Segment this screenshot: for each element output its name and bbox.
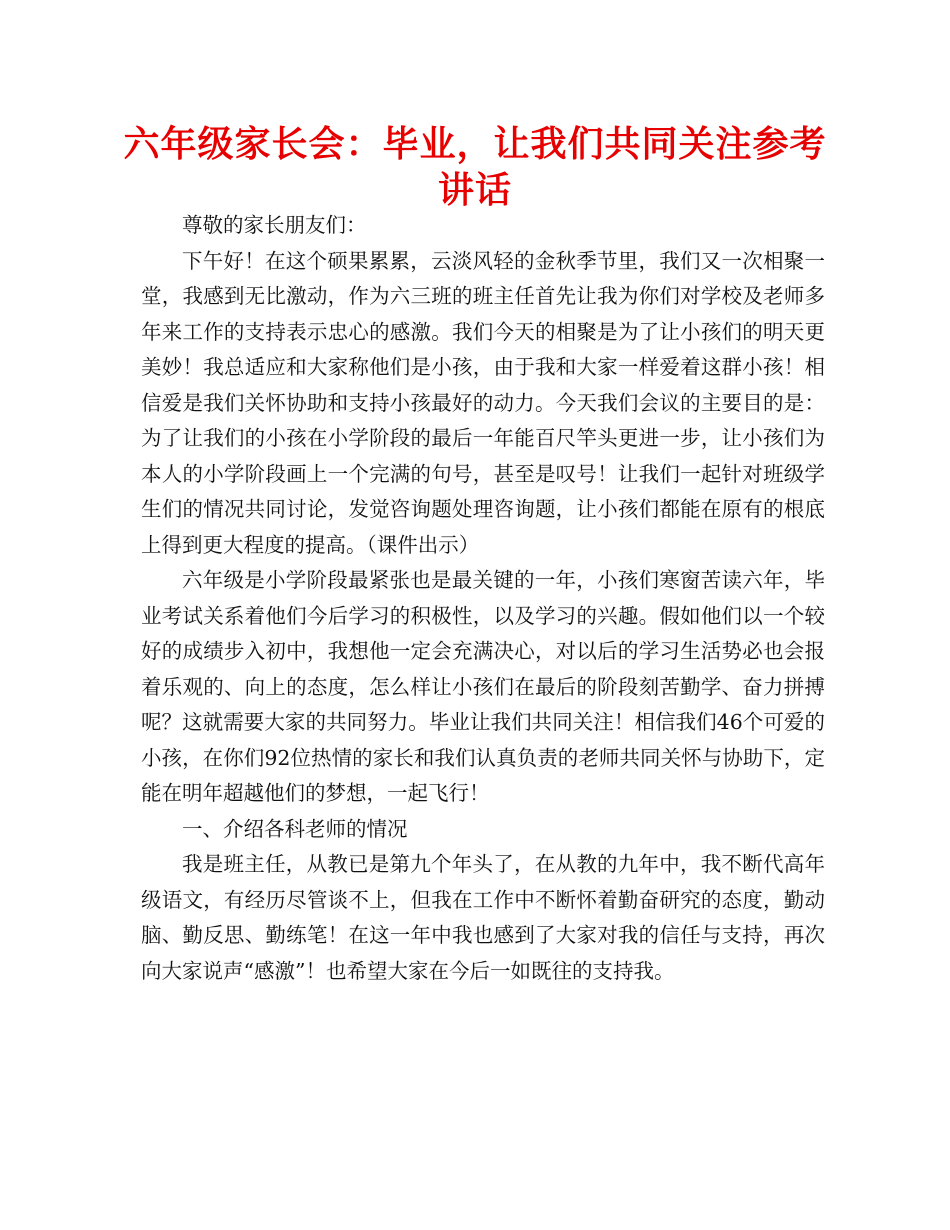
document-body [141,208,825,989]
grade-six-paragraph: 六年级是小学阶段最紧张也是最关键的一年，小孩们寒窗苦读六年，毕业考试关系着他们今后学习的积极性，以及学习的兴趣。假如他们以一个较好的成绩步入初中，我想他一定会充满决心，对以后的学习生活势必也会报着乐观的、向上的态度，怎么样让小孩们在最后的阶段刻苦勤学、奋力拼搏呢？这就需要大家的共同努力。毕业让我们共同关注！相信我们46个可爱的小孩，在你们92位热情的家长和我们认真负责的老师共同关怀与协助下，定能在明年超越他们的梦想，一起飞行！ [141,568,825,805]
section-heading: 一、介绍各科老师的情况 [182,816,408,841]
teacher-intro-paragraph: 我是班主任，从教已是第九个年头了，在从教的九年中，我不断代高年级语文，有经历尽管谈不上，但我在工作中不断怀着勤奋研究的态度，勤动脑、勤反思、勤练笔！在这一年中我也感到了大家对我的信任与支持，再次向大家说声“感激”！也希望大家在今后一如既往的支持我。 [141,852,825,983]
document-title: 六年级家长会：毕业，让我们共同关注参考讲话 [123,124,827,211]
salutation-paragraph: 尊敬的家长朋友们： [182,213,367,237]
opening-paragraph: 下午好！在这个硕果累累，云淡风轻的金秋季节里，我们又一次相聚一堂，我感到无比激动，作为六三班的班主任首先让我为你们对学校及老师多年来工作的支持表示忠心的感激。我们今天的相聚是为了让小孩们的明天更美妙！我总适应和大家称他们是小孩，由于我和大家一样爱着这群小孩！相信爱是我们关怀协助和支持小孩最好的动力。今天我们会议的主要目的是：为了让我们的小孩在小学阶段的最后一年能百尺竿头更进一步，让小孩们为本人的小学阶段画上一个完满的句号，甚至是叹号！让我们一起针对班级学生们的情况共同讨论，发觉咨询题处理咨询题，让小孩们都能在原有的根底上得到更大程度的提高。（课件出示） [141,248,825,557]
